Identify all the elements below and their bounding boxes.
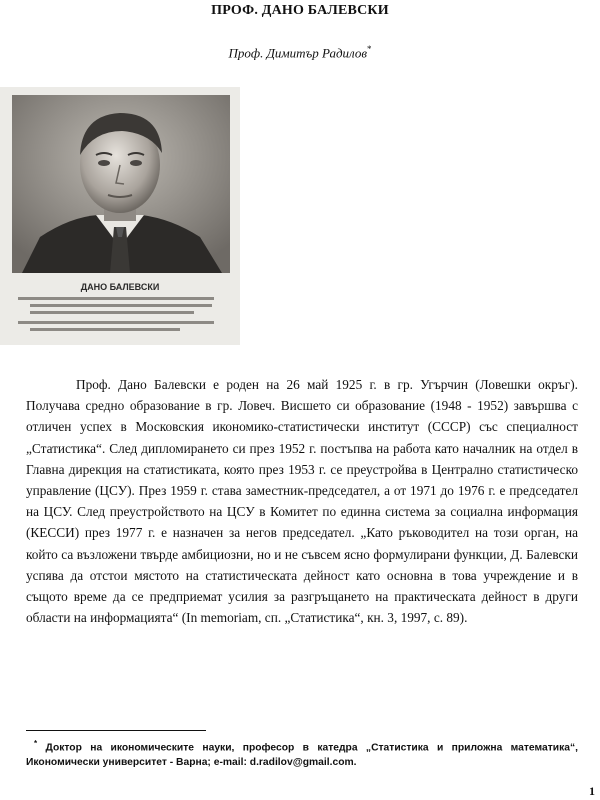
footnote-mark: * [34,739,38,748]
page-number: 1 [589,784,595,798]
portrait-photo-graphic [0,87,240,345]
body-paragraph: Проф. Дано Балевски е роден на 26 май 1925 г. в гр. Угърчин (Ловешки окръг). Получава средно образование в гр. Ловеч. Висшето си образование (1948 - 1952) завършва с отличен успех в Московския икономико-статистически институт (СССР) със специалност „Статистика“. След дипломирането си през 1952 г. постъпва на работа като началник на отдел в Главна дирекция на статистиката, която през 1953 г. се преустройва в Централно статистическо управление (ЦСУ). През 1959 г. става заместник-председател, а от 1971 до 1976 г. е председател на ЦСУ. След преустройството на ЦСУ в Комитет по единна система за социална информация (КЕССИ) през 1977 г. е назначен за негов председател. „Като ръководител на този орган, на който са възложени твърде амбициозни, но и не съвсем ясно формулирани функции, Д. Балевски успява да отстои мястото на статистическата дейност като основна в това учреждение и в същото време да се предприемат усилия за разгръщането на практическата дейност в други области на информацията“ (In memoriam, сп. „Статистика“, кн. 3, 1997, с. 89). [26,377,578,626]
photo-caption-name: ДАНО БАЛЕВСКИ [80,282,160,292]
author-footnote-mark: * [367,44,372,54]
article-title: ПРОФ. ДАНО БАЛЕВСКИ [211,3,389,18]
author-line [0,44,600,61]
author-name: Проф. Димитър Радилов [228,45,368,61]
portrait-photo [0,87,240,345]
footnote-divider [26,730,206,731]
footnote-text: Доктор на икономическите науки, професор в катедра „Статистика и приложна математика“, Икономически университет - Варна; e-mail: d.radilov@gmail.com. [26,742,578,769]
footnote [26,736,578,770]
